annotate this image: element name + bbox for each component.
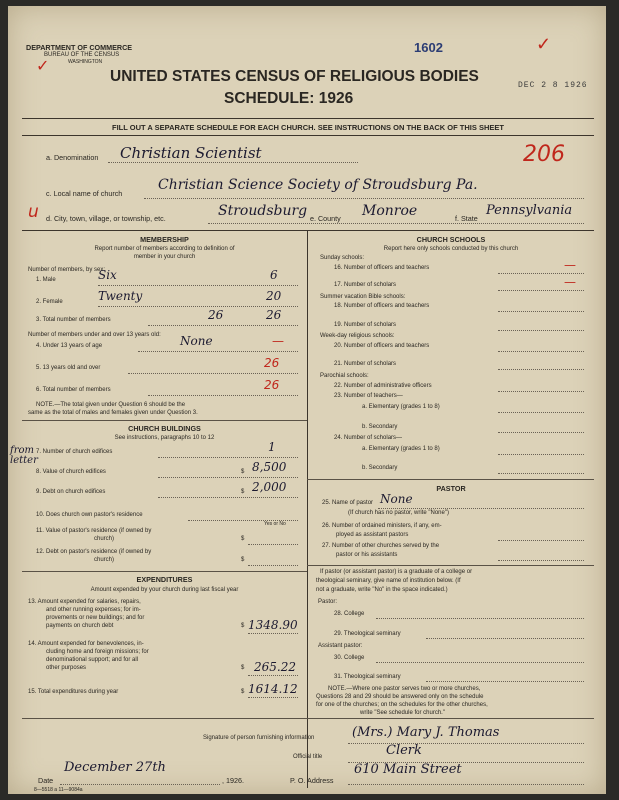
q1-number: 6 [270, 268, 278, 282]
q27-label-1: 27. Number of other churches served by the [322, 543, 440, 549]
q1-word: Six [98, 268, 117, 282]
q2-word: Twenty [98, 289, 143, 303]
q14-label-2: cluding home and foreign missions; for [46, 649, 149, 655]
dollar-sign: $ [241, 689, 245, 695]
q23-label: 23. Number of teachers— [334, 393, 403, 399]
q14-label-1: 14. Amount expended for benevolences, in- [28, 641, 144, 647]
print-code: 8—5518 a 11—9084a [34, 787, 83, 793]
pastor-instruction-1: If pastor (or assistant pastor) is a graduate of a college or [320, 569, 473, 575]
expenditures-heading: EXPENDITURES [136, 575, 193, 584]
q6-number: 26 [264, 378, 280, 392]
q16-value: — [564, 258, 576, 272]
assistant-pastor-label: Assistant pastor: [318, 643, 363, 649]
q13-label-4: payments on church debt [46, 623, 114, 629]
q3-word: 26 [208, 308, 224, 322]
membership-heading: MEMBERSHIP [140, 235, 189, 244]
local-name-value: Christian Science Society of Stroudsburg Pa. [158, 177, 478, 193]
q6-label: 6. Total number of members [36, 387, 111, 393]
state-value: Pennsylvania [486, 203, 573, 218]
buildings-heading: CHURCH BUILDINGS [128, 424, 201, 433]
red-code-number: 206 [523, 142, 565, 167]
pastor-note-3: for one of the churches; on the schedules for the other churches, [316, 702, 488, 708]
membership-note-1: NOTE.—The total given under Question 6 should be the [36, 402, 186, 408]
local-name-label: c. Local name of church [46, 189, 123, 198]
q9-label: 9. Debt on church edifices [36, 489, 106, 495]
expenditures-subheading: Amount expended by your church during last fiscal year [90, 587, 239, 593]
q5-number: 26 [264, 356, 280, 370]
q8-label: 8. Value of church edifices [36, 469, 106, 475]
dollar-sign: $ [241, 623, 245, 629]
q3-number: 26 [266, 308, 282, 322]
dollar-sign: $ [241, 489, 245, 495]
received-stamp: DEC 2 8 1926 [518, 81, 588, 90]
q5-label: 5. 13 years old and over [36, 365, 101, 371]
q25-value: None [380, 492, 413, 506]
q14-value: 265.22 [254, 660, 296, 674]
q31-label: 31. Theological seminary [334, 674, 401, 680]
q18-label: 18. Number of officers and teachers [334, 303, 430, 309]
city-value: Stroudsburg [218, 203, 308, 219]
census-schedule-page [8, 6, 606, 794]
q4-word: None [180, 334, 213, 348]
q4-number: — [272, 334, 284, 348]
q23b-label: b. Secondary [362, 424, 398, 430]
q17-label: 17. Number of scholars [334, 282, 397, 288]
signature-value: (Mrs.) Mary J. Thomas [352, 725, 500, 740]
dollar-sign: $ [241, 665, 245, 671]
q27-label-2: pastor or his assistants [336, 552, 398, 558]
schools-heading: CHURCH SCHOOLS [416, 235, 486, 244]
schools-subheading: Report here only schools conducted by this church [383, 246, 519, 252]
parochial-label: Parochial schools: [320, 373, 369, 379]
dollar-sign: $ [241, 557, 245, 563]
q17-value: — [564, 275, 576, 289]
q26-label-1: 26. Number of ordained ministers, if any, em- [322, 523, 442, 529]
q24a-label: a. Elementary (grades 1 to 8) [362, 446, 440, 452]
county-label: e. County [310, 214, 341, 223]
vacation-label: Summer vacation Bible schools: [320, 294, 406, 300]
from-letter-note: from letter [10, 445, 38, 466]
q29-label: 29. Theological seminary [334, 631, 401, 637]
pastor-instruction-2: theological seminary, give name of institution below. (If [316, 578, 461, 584]
q14-label-3: denominational support; and for all [46, 657, 139, 663]
po-address-value: 610 Main Street [354, 762, 462, 777]
q13-value: 1348.90 [248, 618, 298, 632]
membership-intro-2: member in your church [133, 254, 196, 260]
q1-label: 1. Male [36, 277, 56, 283]
q14-label-4: other purposes [46, 665, 87, 671]
form-title: UNITED STATES CENSUS OF RELIGIOUS BODIES [110, 68, 479, 85]
q12-label-2: church) [94, 557, 115, 563]
q10-label: 10. Does church own pastor's residence [36, 512, 143, 518]
form-subtitle: SCHEDULE: 1926 [224, 90, 354, 107]
pastor-note-1: NOTE.—Where one pastor serves two or more churches, [328, 686, 481, 692]
q20-label: 20. Number of officers and teachers [334, 343, 430, 349]
buildings-subheading: See instructions, paragraphs 10 to 12 [114, 435, 215, 441]
q30-label: 30. College [334, 655, 365, 661]
county-value: Monroe [362, 203, 418, 219]
pastor-note-4: write "See schedule for church." [360, 710, 445, 716]
q7-label: 7. Number of church edifices [36, 449, 113, 455]
red-margin-mark: u [28, 202, 39, 222]
q21-label: 21. Number of scholars [334, 361, 397, 367]
q13-label-1: 13. Amount expended for salaries, repairs, [28, 599, 141, 605]
denomination-value: Christian Scientist [120, 144, 262, 162]
q15-label: 15. Total expenditures during year [28, 689, 119, 695]
date-value: December 27th [64, 760, 166, 775]
q28-label: 28. College [334, 611, 365, 617]
q13-label-3: provements or new buildings; and for [46, 615, 145, 621]
membership-note-2: same as the total of males and females given under Question 3. [28, 410, 198, 416]
red-check-mark-2: ✓ [536, 34, 552, 54]
q3-label: 3. Total number of members [36, 317, 111, 323]
q4-label: 4. Under 13 years of age [36, 343, 103, 349]
q25-note: (If church has no pastor, write "None") [348, 510, 449, 516]
pastor-note-2: Questions 28 and 29 should be answered only on the schedule [316, 694, 484, 700]
po-address-label: P. O. Address [290, 776, 334, 785]
denomination-label: a. Denomination [46, 153, 99, 162]
q15-value: 1614.12 [248, 682, 298, 696]
q26-label-2: ployed as assistant pastors [336, 532, 409, 538]
state-label: f. State [455, 214, 478, 223]
q8-value: 8,500 [252, 460, 287, 474]
date-label: Date [38, 776, 54, 785]
date-year: , 1926. [222, 776, 244, 785]
bureau-label: BUREAU OF THE CENSUS [44, 52, 120, 58]
pastor-sub-label: Pastor: [318, 599, 338, 605]
q11-label-1: 11. Value of pastor's residence (if owned by [36, 528, 152, 534]
city-label: WASHINGTON [68, 59, 103, 65]
red-check-mark: ✓ [36, 58, 50, 75]
q16-label: 16. Number of officers and teachers [334, 265, 430, 271]
department-label: DEPARTMENT OF COMMERCE [26, 43, 133, 52]
q2-number: 20 [266, 289, 282, 303]
signature-label: Signature of person furnishing information [203, 735, 315, 741]
pastor-heading: PASTOR [436, 484, 466, 493]
q22-label: 22. Number of administrative officers [334, 383, 432, 389]
instruction-banner: FILL OUT A SEPARATE SCHEDULE FOR EACH CHURCH. SEE INSTRUCTIONS ON THE BACK OF THIS SHEET [112, 123, 504, 132]
q12-label-1: 12. Debt on pastor's residence (if owned by [36, 549, 152, 555]
official-title-label: Official title [293, 754, 323, 760]
q24b-label: b. Secondary [362, 465, 398, 471]
q13-label-2: and other running expenses; for im- [46, 607, 141, 613]
yes-no-hint: Yes or No [264, 521, 286, 527]
weekday-label: Week-day religious schools: [320, 333, 395, 339]
pastor-instruction-3: not a graduate, write "No" in the space indicated.) [316, 587, 448, 593]
sunday-label: Sunday schools: [320, 255, 365, 261]
q25-label: 25. Name of pastor [322, 500, 374, 506]
membership-intro-1: Report number of members according to definition of [94, 246, 235, 252]
q9-value: 2,000 [252, 480, 287, 494]
by-sex-label: Number of members, by sex: [28, 267, 106, 273]
city-label: d. City, town, village, or township, etc. [46, 214, 166, 223]
q19-label: 19. Number of scholars [334, 322, 397, 328]
q23a-label: a. Elementary (grades 1 to 8) [362, 404, 440, 410]
dollar-sign: $ [241, 469, 245, 475]
q24-label: 24. Number of scholars— [334, 435, 403, 441]
age-heading: Number of members under and over 13 years old: [28, 332, 161, 338]
dollar-sign: $ [241, 536, 245, 542]
q7-value: 1 [268, 440, 276, 454]
q11-label-2: church) [94, 536, 115, 542]
q2-label: 2. Female [36, 299, 63, 305]
schedule-number: 1602 [414, 40, 443, 55]
official-title-value: Clerk [386, 743, 422, 758]
